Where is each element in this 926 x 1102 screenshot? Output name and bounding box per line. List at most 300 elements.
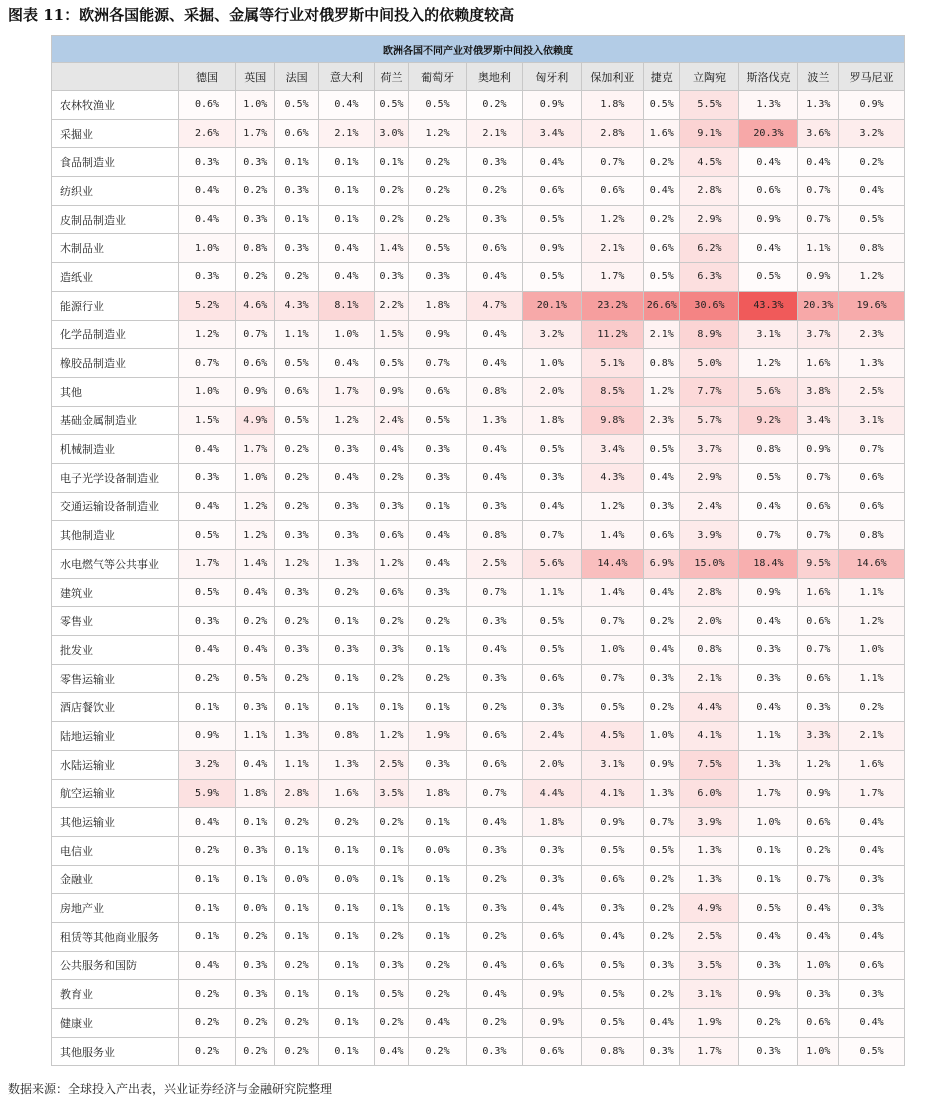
row-label: 教育业 bbox=[52, 980, 179, 1009]
value-cell: 0.8% bbox=[236, 234, 275, 263]
value-cell: 0.3% bbox=[409, 750, 467, 779]
value-cell: 3.1% bbox=[581, 750, 643, 779]
value-cell: 0.2% bbox=[275, 463, 319, 492]
value-cell: 0.4% bbox=[739, 922, 798, 951]
value-cell: 4.5% bbox=[680, 148, 739, 177]
table-row bbox=[52, 808, 905, 837]
table-body bbox=[52, 91, 905, 1066]
row-label: 基础金属制造业 bbox=[52, 406, 179, 435]
value-cell: 0.3% bbox=[467, 492, 523, 521]
value-cell: 0.5% bbox=[374, 980, 408, 1009]
value-cell: 2.3% bbox=[644, 406, 680, 435]
value-cell: 1.4% bbox=[236, 550, 275, 579]
value-cell: 19.6% bbox=[839, 291, 905, 320]
value-cell: 9.1% bbox=[680, 119, 739, 148]
value-cell: 0.5% bbox=[374, 349, 408, 378]
table-row bbox=[52, 406, 905, 435]
value-cell: 1.0% bbox=[319, 320, 375, 349]
value-cell: 3.7% bbox=[798, 320, 839, 349]
value-cell: 0.4% bbox=[522, 148, 581, 177]
value-cell: 0.4% bbox=[581, 922, 643, 951]
value-cell: 0.0% bbox=[409, 836, 467, 865]
value-cell: 0.4% bbox=[839, 922, 905, 951]
value-cell: 0.4% bbox=[739, 693, 798, 722]
value-cell: 0.4% bbox=[409, 550, 467, 579]
value-cell: 0.1% bbox=[178, 922, 236, 951]
value-cell: 0.7% bbox=[798, 865, 839, 894]
value-cell: 0.3% bbox=[522, 836, 581, 865]
value-cell: 0.1% bbox=[275, 922, 319, 951]
row-label: 零售业 bbox=[52, 607, 179, 636]
value-cell: 0.4% bbox=[839, 836, 905, 865]
value-cell: 0.5% bbox=[522, 636, 581, 665]
value-cell: 0.2% bbox=[374, 1009, 408, 1038]
value-cell: 1.1% bbox=[236, 722, 275, 751]
value-cell: 0.4% bbox=[467, 808, 523, 837]
value-cell: 0.6% bbox=[374, 521, 408, 550]
value-cell: 0.1% bbox=[275, 148, 319, 177]
value-cell: 0.4% bbox=[178, 435, 236, 464]
value-cell: 0.4% bbox=[644, 463, 680, 492]
value-cell: 0.4% bbox=[236, 636, 275, 665]
value-cell: 0.4% bbox=[467, 463, 523, 492]
value-cell: 0.3% bbox=[409, 463, 467, 492]
value-cell: 0.1% bbox=[275, 980, 319, 1009]
value-cell: 0.2% bbox=[467, 177, 523, 206]
value-cell: 0.7% bbox=[739, 521, 798, 550]
value-cell: 4.9% bbox=[236, 406, 275, 435]
value-cell: 1.2% bbox=[798, 750, 839, 779]
value-cell: 1.2% bbox=[839, 263, 905, 292]
value-cell: 14.4% bbox=[581, 550, 643, 579]
source-note: 数据来源：全球投入产出表，兴业证券经济与金融研究院整理 bbox=[8, 1082, 333, 1096]
value-cell: 0.3% bbox=[236, 205, 275, 234]
value-cell: 1.0% bbox=[236, 463, 275, 492]
value-cell: 7.5% bbox=[680, 750, 739, 779]
value-cell: 0.9% bbox=[798, 263, 839, 292]
value-cell: 1.3% bbox=[798, 91, 839, 120]
value-cell: 0.5% bbox=[178, 578, 236, 607]
value-cell: 0.3% bbox=[522, 865, 581, 894]
value-cell: 0.9% bbox=[409, 320, 467, 349]
value-cell: 4.3% bbox=[581, 463, 643, 492]
table-row bbox=[52, 894, 905, 923]
table-row bbox=[52, 377, 905, 406]
value-cell: 0.5% bbox=[739, 263, 798, 292]
value-cell: 1.6% bbox=[798, 578, 839, 607]
value-cell: 0.2% bbox=[275, 1037, 319, 1066]
value-cell: 0.3% bbox=[839, 865, 905, 894]
value-cell: 0.9% bbox=[739, 980, 798, 1009]
value-cell: 0.5% bbox=[581, 693, 643, 722]
value-cell: 0.9% bbox=[581, 808, 643, 837]
value-cell: 0.3% bbox=[798, 980, 839, 1009]
column-header: 奥地利 bbox=[467, 63, 523, 91]
column-header: 斯洛伐克 bbox=[739, 63, 798, 91]
value-cell: 0.2% bbox=[178, 836, 236, 865]
value-cell: 2.8% bbox=[680, 177, 739, 206]
table-row bbox=[52, 865, 905, 894]
row-label: 农林牧渔业 bbox=[52, 91, 179, 120]
value-cell: 0.2% bbox=[409, 607, 467, 636]
value-cell: 0.3% bbox=[739, 636, 798, 665]
value-cell: 2.8% bbox=[275, 779, 319, 808]
value-cell: 0.8% bbox=[467, 521, 523, 550]
value-cell: 0.1% bbox=[409, 922, 467, 951]
value-cell: 0.2% bbox=[374, 808, 408, 837]
row-label: 其他制造业 bbox=[52, 521, 179, 550]
value-cell: 2.0% bbox=[680, 607, 739, 636]
value-cell: 0.1% bbox=[739, 865, 798, 894]
value-cell: 2.1% bbox=[644, 320, 680, 349]
value-cell: 2.2% bbox=[374, 291, 408, 320]
row-label: 建筑业 bbox=[52, 578, 179, 607]
value-cell: 1.6% bbox=[644, 119, 680, 148]
value-cell: 0.2% bbox=[178, 664, 236, 693]
value-cell: 0.4% bbox=[839, 808, 905, 837]
value-cell: 0.1% bbox=[236, 865, 275, 894]
row-label: 皮制品制造业 bbox=[52, 205, 179, 234]
value-cell: 0.1% bbox=[319, 693, 375, 722]
value-cell: 0.4% bbox=[178, 636, 236, 665]
value-cell: 0.2% bbox=[644, 922, 680, 951]
value-cell: 3.2% bbox=[522, 320, 581, 349]
value-cell: 0.7% bbox=[522, 521, 581, 550]
value-cell: 0.3% bbox=[178, 263, 236, 292]
value-cell: 0.5% bbox=[409, 234, 467, 263]
value-cell: 0.4% bbox=[319, 91, 375, 120]
value-cell: 1.2% bbox=[839, 607, 905, 636]
value-cell: 0.4% bbox=[319, 263, 375, 292]
value-cell: 0.6% bbox=[522, 922, 581, 951]
value-cell: 1.0% bbox=[644, 722, 680, 751]
value-cell: 1.3% bbox=[739, 750, 798, 779]
value-cell: 0.4% bbox=[739, 234, 798, 263]
value-cell: 0.6% bbox=[581, 177, 643, 206]
value-cell: 1.0% bbox=[236, 91, 275, 120]
value-cell: 0.2% bbox=[467, 1009, 523, 1038]
column-header: 英国 bbox=[236, 63, 275, 91]
value-cell: 0.3% bbox=[467, 205, 523, 234]
value-cell: 3.8% bbox=[798, 377, 839, 406]
value-cell: 0.2% bbox=[409, 205, 467, 234]
value-cell: 0.2% bbox=[275, 435, 319, 464]
value-cell: 0.2% bbox=[236, 607, 275, 636]
value-cell: 0.4% bbox=[798, 148, 839, 177]
value-cell: 0.4% bbox=[319, 463, 375, 492]
value-cell: 3.9% bbox=[680, 808, 739, 837]
value-cell: 0.4% bbox=[409, 1009, 467, 1038]
value-cell: 0.3% bbox=[798, 693, 839, 722]
value-cell: 0.5% bbox=[275, 349, 319, 378]
value-cell: 0.2% bbox=[275, 607, 319, 636]
value-cell: 0.7% bbox=[798, 177, 839, 206]
row-label: 其他 bbox=[52, 377, 179, 406]
value-cell: 1.7% bbox=[236, 435, 275, 464]
column-header-row bbox=[52, 63, 905, 91]
row-label: 健康业 bbox=[52, 1009, 179, 1038]
column-header: 捷克 bbox=[644, 63, 680, 91]
row-label: 电信业 bbox=[52, 836, 179, 865]
value-cell: 1.2% bbox=[409, 119, 467, 148]
value-cell: 0.9% bbox=[739, 205, 798, 234]
value-cell: 6.3% bbox=[680, 263, 739, 292]
column-header: 波兰 bbox=[798, 63, 839, 91]
value-cell: 0.3% bbox=[409, 435, 467, 464]
value-cell: 0.2% bbox=[644, 693, 680, 722]
value-cell: 3.9% bbox=[680, 521, 739, 550]
value-cell: 3.2% bbox=[839, 119, 905, 148]
value-cell: 4.5% bbox=[581, 722, 643, 751]
value-cell: 0.6% bbox=[522, 177, 581, 206]
value-cell: 1.7% bbox=[178, 550, 236, 579]
value-cell: 1.8% bbox=[581, 91, 643, 120]
table-row bbox=[52, 177, 905, 206]
value-cell: 0.1% bbox=[178, 865, 236, 894]
value-cell: 0.7% bbox=[644, 808, 680, 837]
value-cell: 0.3% bbox=[275, 636, 319, 665]
table-row bbox=[52, 607, 905, 636]
value-cell: 1.7% bbox=[739, 779, 798, 808]
value-cell: 0.6% bbox=[798, 664, 839, 693]
value-cell: 0.3% bbox=[275, 578, 319, 607]
value-cell: 1.2% bbox=[644, 377, 680, 406]
value-cell: 1.8% bbox=[522, 406, 581, 435]
value-cell: 0.1% bbox=[409, 636, 467, 665]
table-row bbox=[52, 234, 905, 263]
value-cell: 1.6% bbox=[319, 779, 375, 808]
value-cell: 1.0% bbox=[522, 349, 581, 378]
value-cell: 0.2% bbox=[644, 980, 680, 1009]
value-cell: 0.1% bbox=[275, 205, 319, 234]
value-cell: 0.3% bbox=[374, 263, 408, 292]
value-cell: 6.0% bbox=[680, 779, 739, 808]
value-cell: 1.6% bbox=[839, 750, 905, 779]
value-cell: 0.9% bbox=[644, 750, 680, 779]
value-cell: 0.7% bbox=[581, 607, 643, 636]
value-cell: 0.5% bbox=[409, 91, 467, 120]
value-cell: 0.6% bbox=[839, 492, 905, 521]
value-cell: 2.5% bbox=[374, 750, 408, 779]
value-cell: 8.1% bbox=[319, 291, 375, 320]
value-cell: 0.8% bbox=[644, 349, 680, 378]
value-cell: 3.0% bbox=[374, 119, 408, 148]
value-cell: 0.2% bbox=[178, 1037, 236, 1066]
table-row bbox=[52, 320, 905, 349]
value-cell: 0.1% bbox=[409, 492, 467, 521]
value-cell: 5.0% bbox=[680, 349, 739, 378]
value-cell: 3.4% bbox=[581, 435, 643, 464]
value-cell: 1.4% bbox=[581, 521, 643, 550]
value-cell: 1.3% bbox=[319, 750, 375, 779]
value-cell: 1.3% bbox=[275, 722, 319, 751]
value-cell: 0.2% bbox=[236, 263, 275, 292]
value-cell: 0.6% bbox=[798, 1009, 839, 1038]
value-cell: 0.2% bbox=[409, 1037, 467, 1066]
value-cell: 0.3% bbox=[467, 607, 523, 636]
value-cell: 0.2% bbox=[644, 894, 680, 923]
table-title-row bbox=[52, 36, 905, 63]
value-cell: 0.3% bbox=[467, 148, 523, 177]
value-cell: 3.4% bbox=[798, 406, 839, 435]
value-cell: 0.2% bbox=[374, 205, 408, 234]
value-cell: 0.3% bbox=[739, 664, 798, 693]
value-cell: 4.3% bbox=[275, 291, 319, 320]
value-cell: 0.1% bbox=[319, 664, 375, 693]
value-cell: 1.3% bbox=[467, 406, 523, 435]
value-cell: 1.2% bbox=[739, 349, 798, 378]
value-cell: 3.5% bbox=[374, 779, 408, 808]
value-cell: 0.9% bbox=[522, 980, 581, 1009]
value-cell: 0.3% bbox=[839, 894, 905, 923]
value-cell: 0.1% bbox=[275, 693, 319, 722]
value-cell: 0.3% bbox=[374, 636, 408, 665]
value-cell: 0.2% bbox=[467, 91, 523, 120]
value-cell: 0.4% bbox=[739, 607, 798, 636]
value-cell: 0.2% bbox=[644, 607, 680, 636]
value-cell: 1.4% bbox=[374, 234, 408, 263]
value-cell: 20.3% bbox=[798, 291, 839, 320]
value-cell: 9.2% bbox=[739, 406, 798, 435]
value-cell: 0.7% bbox=[409, 349, 467, 378]
value-cell: 0.5% bbox=[522, 607, 581, 636]
value-cell: 0.4% bbox=[178, 205, 236, 234]
value-cell: 1.8% bbox=[409, 779, 467, 808]
value-cell: 0.2% bbox=[409, 664, 467, 693]
value-cell: 1.2% bbox=[236, 521, 275, 550]
value-cell: 1.5% bbox=[178, 406, 236, 435]
value-cell: 0.3% bbox=[178, 148, 236, 177]
value-cell: 0.3% bbox=[374, 492, 408, 521]
value-cell: 0.3% bbox=[522, 693, 581, 722]
value-cell: 0.4% bbox=[739, 492, 798, 521]
table-row bbox=[52, 435, 905, 464]
value-cell: 2.4% bbox=[522, 722, 581, 751]
value-cell: 0.1% bbox=[319, 980, 375, 1009]
value-cell: 0.2% bbox=[374, 607, 408, 636]
value-cell: 5.6% bbox=[522, 550, 581, 579]
value-cell: 0.4% bbox=[644, 177, 680, 206]
row-label: 食品制造业 bbox=[52, 148, 179, 177]
row-label: 房地产业 bbox=[52, 894, 179, 923]
value-cell: 0.6% bbox=[522, 1037, 581, 1066]
value-cell: 5.2% bbox=[178, 291, 236, 320]
value-cell: 5.6% bbox=[739, 377, 798, 406]
value-cell: 0.0% bbox=[319, 865, 375, 894]
row-label: 批发业 bbox=[52, 636, 179, 665]
table-row bbox=[52, 91, 905, 120]
value-cell: 0.6% bbox=[644, 521, 680, 550]
value-cell: 0.7% bbox=[178, 349, 236, 378]
value-cell: 0.4% bbox=[798, 894, 839, 923]
value-cell: 0.3% bbox=[644, 1037, 680, 1066]
value-cell: 1.6% bbox=[798, 349, 839, 378]
value-cell: 0.6% bbox=[178, 91, 236, 120]
value-cell: 0.2% bbox=[467, 865, 523, 894]
value-cell: 8.5% bbox=[581, 377, 643, 406]
value-cell: 0.5% bbox=[522, 205, 581, 234]
value-cell: 1.1% bbox=[275, 320, 319, 349]
value-cell: 0.1% bbox=[236, 808, 275, 837]
value-cell: 0.8% bbox=[680, 636, 739, 665]
table-row bbox=[52, 205, 905, 234]
value-cell: 0.3% bbox=[275, 177, 319, 206]
table-row bbox=[52, 119, 905, 148]
value-cell: 0.5% bbox=[409, 406, 467, 435]
value-cell: 2.1% bbox=[839, 722, 905, 751]
value-cell: 0.5% bbox=[522, 263, 581, 292]
value-cell: 0.0% bbox=[275, 865, 319, 894]
value-cell: 0.2% bbox=[275, 263, 319, 292]
value-cell: 0.2% bbox=[236, 1037, 275, 1066]
value-cell: 0.4% bbox=[178, 951, 236, 980]
value-cell: 0.6% bbox=[839, 951, 905, 980]
value-cell: 5.9% bbox=[178, 779, 236, 808]
value-cell: 0.2% bbox=[467, 693, 523, 722]
value-cell: 0.7% bbox=[467, 779, 523, 808]
value-cell: 0.1% bbox=[409, 894, 467, 923]
value-cell: 0.6% bbox=[839, 463, 905, 492]
value-cell: 0.3% bbox=[467, 836, 523, 865]
column-header: 匈牙利 bbox=[522, 63, 581, 91]
value-cell: 3.1% bbox=[680, 980, 739, 1009]
value-cell: 0.5% bbox=[275, 406, 319, 435]
value-cell: 0.2% bbox=[644, 205, 680, 234]
value-cell: 1.0% bbox=[839, 636, 905, 665]
dependency-table-container bbox=[51, 35, 905, 1066]
row-label: 金融业 bbox=[52, 865, 179, 894]
value-cell: 0.3% bbox=[644, 492, 680, 521]
value-cell: 2.4% bbox=[680, 492, 739, 521]
row-label: 零售运输业 bbox=[52, 664, 179, 693]
value-cell: 1.9% bbox=[409, 722, 467, 751]
value-cell: 0.1% bbox=[319, 148, 375, 177]
value-cell: 1.0% bbox=[581, 636, 643, 665]
value-cell: 0.2% bbox=[319, 808, 375, 837]
value-cell: 0.3% bbox=[236, 148, 275, 177]
value-cell: 0.3% bbox=[275, 234, 319, 263]
value-cell: 0.3% bbox=[739, 951, 798, 980]
value-cell: 0.7% bbox=[798, 521, 839, 550]
value-cell: 0.2% bbox=[839, 693, 905, 722]
value-cell: 2.0% bbox=[522, 377, 581, 406]
value-cell: 0.1% bbox=[409, 808, 467, 837]
value-cell: 0.5% bbox=[581, 951, 643, 980]
value-cell: 1.3% bbox=[680, 865, 739, 894]
value-cell: 3.1% bbox=[839, 406, 905, 435]
value-cell: 0.1% bbox=[319, 836, 375, 865]
value-cell: 0.4% bbox=[178, 808, 236, 837]
table-row bbox=[52, 463, 905, 492]
value-cell: 2.8% bbox=[581, 119, 643, 148]
value-cell: 0.5% bbox=[644, 91, 680, 120]
value-cell: 4.4% bbox=[680, 693, 739, 722]
table-row bbox=[52, 951, 905, 980]
value-cell: 0.6% bbox=[275, 119, 319, 148]
value-cell: 0.7% bbox=[581, 148, 643, 177]
value-cell: 0.3% bbox=[319, 636, 375, 665]
value-cell: 1.3% bbox=[680, 836, 739, 865]
value-cell: 0.5% bbox=[236, 664, 275, 693]
value-cell: 0.4% bbox=[467, 980, 523, 1009]
value-cell: 1.2% bbox=[374, 550, 408, 579]
table-row bbox=[52, 492, 905, 521]
value-cell: 0.2% bbox=[178, 1009, 236, 1038]
table-row bbox=[52, 722, 905, 751]
value-cell: 26.6% bbox=[644, 291, 680, 320]
value-cell: 0.5% bbox=[839, 1037, 905, 1066]
value-cell: 0.6% bbox=[798, 808, 839, 837]
